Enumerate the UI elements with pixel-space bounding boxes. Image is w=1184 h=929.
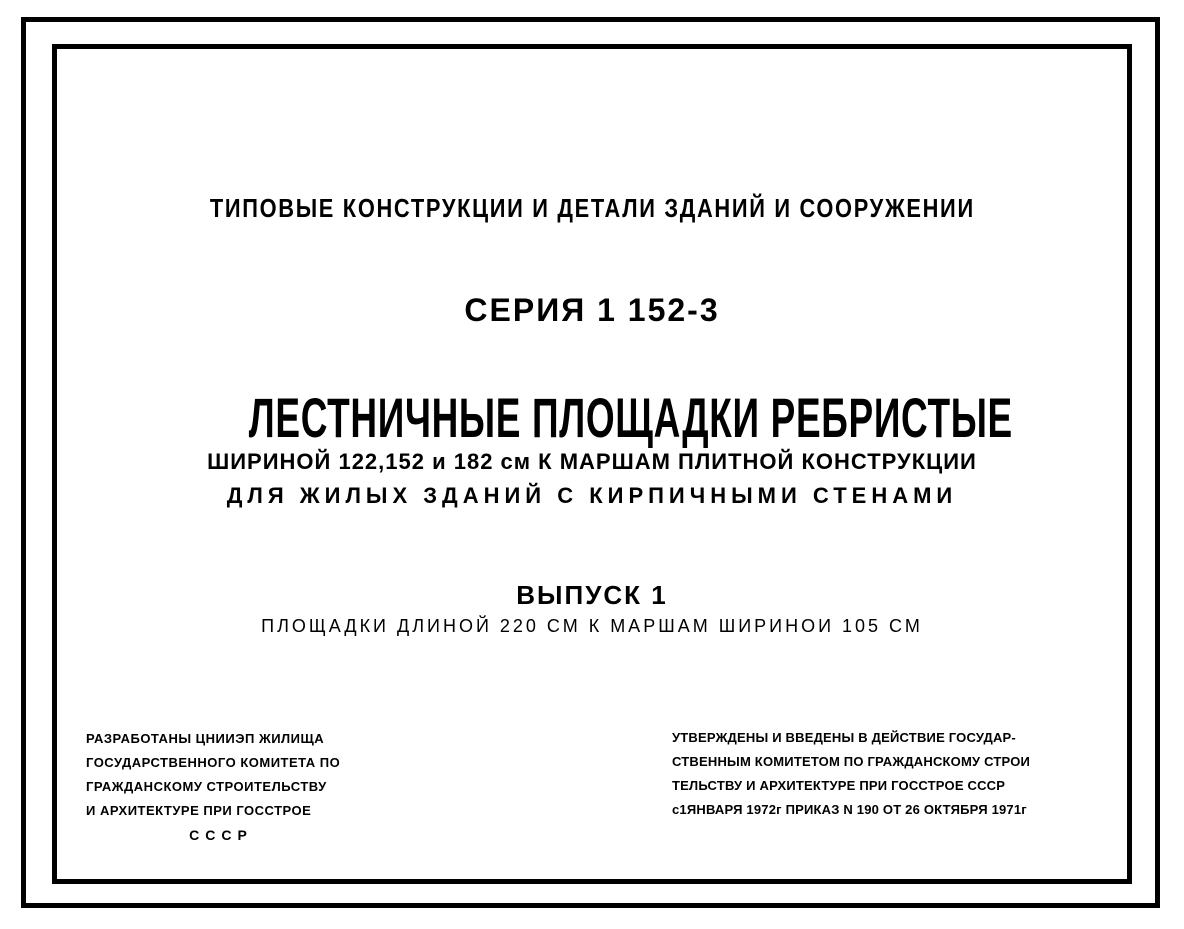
approved-by-line: с1ЯНВАРЯ 1972г ПРИКАЗ N 190 ОТ 26 ОКТЯБРЯ 1971г bbox=[672, 802, 1027, 817]
developed-by-block bbox=[86, 727, 356, 847]
approved-by-line: ТЕЛЬСТВУ И АРХИТЕКТУРЕ ПРИ ГОССТРОЕ СССР bbox=[672, 778, 1006, 793]
series-title-text: ТИПОВЫЕ КОНСТРУКЦИИ И ДЕТАЛИ ЗДАНИЙ И СООРУЖЕНИИ bbox=[209, 193, 975, 223]
developed-by-line: И АРХИТЕКТУРЕ ПРИ ГОССТРОЕ bbox=[86, 803, 312, 818]
subtitle-line-1: ШИРИНОЙ 122,152 и 182 см К МАРШАМ ПЛИТНОЙ КОНСТРУКЦИИ bbox=[207, 449, 977, 474]
developed-by-line: ГОСУДАРСТВЕННОГО КОМИТЕТА ПО bbox=[86, 755, 341, 770]
main-title-text: ЛЕСТНИЧНЫЕ ПЛОЩАДКИ РЕБРИСТЫЕ bbox=[248, 386, 1013, 449]
developed-by-line: РАЗРАБОТАНЫ ЦНИИЭП ЖИЛИЩА bbox=[86, 731, 325, 746]
series-number: СЕРИЯ 1 152-3 bbox=[464, 292, 720, 328]
main-title bbox=[52, 385, 1132, 450]
approved-by-line: СТВЕННЫМ КОМИТЕТОМ ПО ГРАЖДАНСКОМУ СТРОИ bbox=[672, 754, 1031, 769]
issue-title: ВЫПУСК 1 bbox=[516, 580, 668, 610]
developed-by-country: СССР bbox=[189, 827, 253, 843]
developed-by-line: ГРАЖДАНСКОМУ СТРОИТЕЛЬСТВУ bbox=[86, 779, 327, 794]
approved-by-block bbox=[672, 726, 1030, 822]
approved-by-line: УТВЕРЖДЕНЫ И ВВЕДЕНЫ В ДЕЙСТВИЕ ГОСУДАР- bbox=[672, 730, 1016, 745]
series-title bbox=[52, 193, 1132, 224]
issue-description: ПЛОЩАДКИ ДЛИНОЙ 220 СМ К МАРШАМ ШИРИНОИ 105 СМ bbox=[261, 616, 923, 636]
subtitle-line-2: ДЛЯ ЖИЛЫХ ЗДАНИЙ С КИРПИЧНЫМИ СТЕНАМИ bbox=[226, 483, 958, 508]
